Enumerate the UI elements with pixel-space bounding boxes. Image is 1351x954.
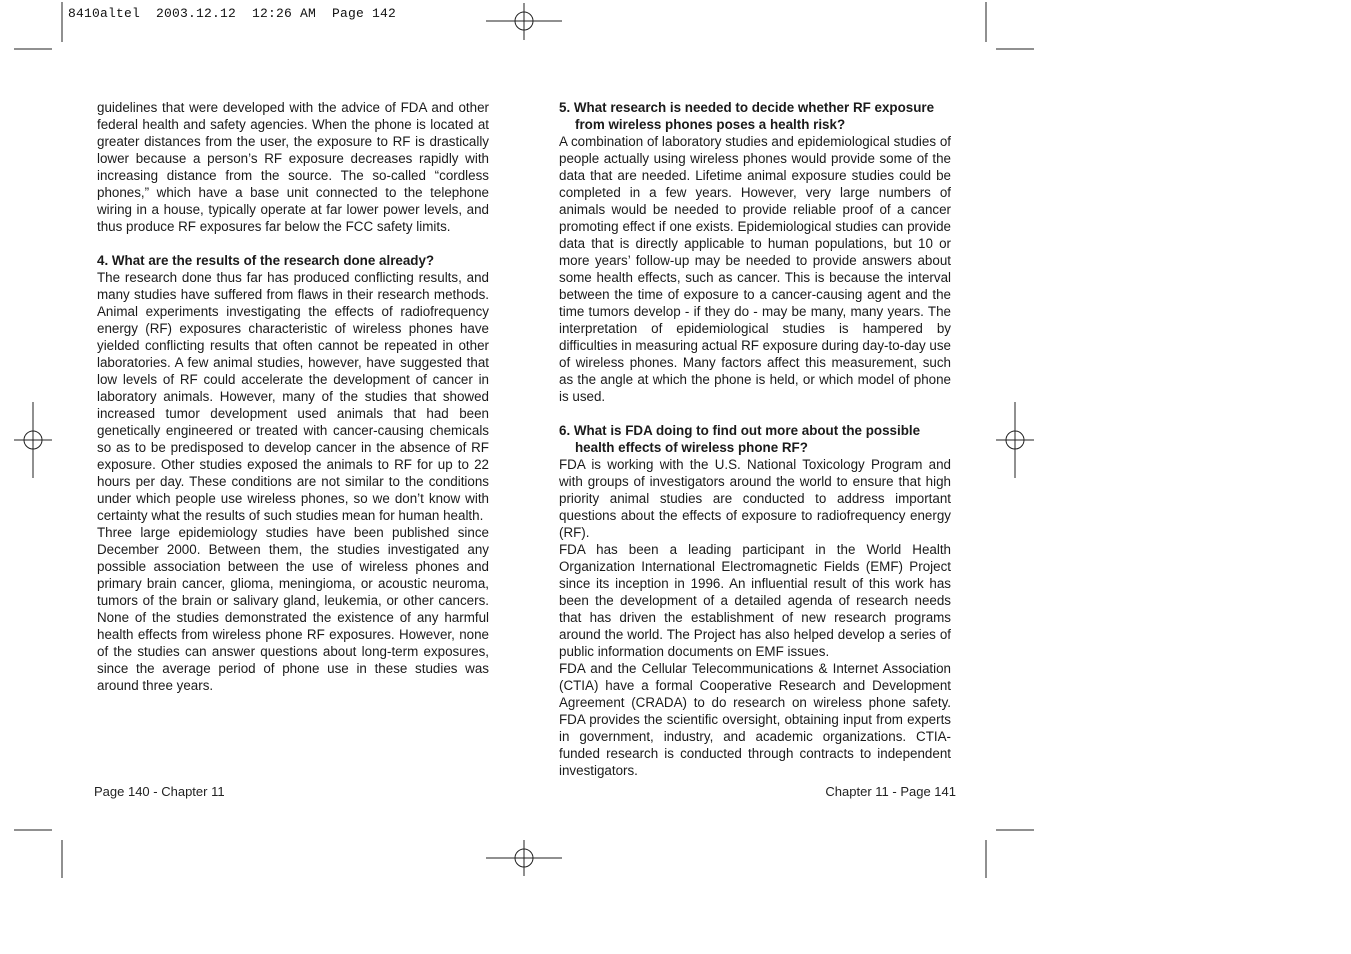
registration-mark-top <box>486 3 562 40</box>
left-page-column <box>97 99 489 694</box>
registration-mark-bottom <box>486 840 562 876</box>
registration-mark-left <box>14 402 52 478</box>
right-page-column <box>559 99 951 779</box>
intro-paragraph: guidelines that were developed with the advice of FDA and other federal health and safety agencies. When the phone is located at greater distances from the user, the exposure to RF is drastically lower because a person’s RF exposure decreases rapidly with increasing distance from the source. The so-called “cordless phones,” which have a base unit connected to the telephone wiring in a house, typically operate at far lower power levels, and thus produce RF exposures far below the FCC safety limits. <box>97 100 489 234</box>
question-4-paragraph-1: The research done thus far has produced conflicting results, and many studies have suffered from flaws in their research methods. Animal experiments investigating the effects of radiofrequency energy (RF) exposures characteristic of wireless phones have yielded conflicting results that often cannot be repeated in other laboratories. A few animal studies, however, have suggested that low levels of RF could accelerate the development of cancer in laboratory animals. However, many of the studies that showed increased tumor development used animals that had been genetically engineered or treated with cancer-causing chemicals so as to be predisposed to develop cancer in the absence of RF exposure. Other studies exposed the animals to RF for up to 22 hours per day. These conditions are not similar to the conditions under which people use wireless phones, so we don’t know with certainty what the results of such studies mean for human health. <box>97 270 489 523</box>
question-6-heading: 6. What is FDA doing to find out more about the possible health effects of wireless phone RF? <box>559 423 921 455</box>
question-6-paragraph-2: FDA has been a leading participant in the World Health Organization International Electromagnetic Fields (EMF) Project since its inception in 1996. An influential result of this work has been the development of a detailed agenda of research needs that has driven the establishment of new research programs around the world. The Project has also helped develop a series of public information documents on EMF issues. <box>559 542 951 659</box>
registration-mark-right <box>996 402 1034 478</box>
question-5-paragraph: A combination of laboratory studies and epidemiological studies of people actually using wireless phones would provide some of the data that are needed. Lifetime animal exposure studies could be completed in a few years. However, very large numbers of animals would be needed to provide reliable proof of a cancer promoting effect if one exists. Epidemiological studies can provide data that is directly applicable to human populations, but 10 or more years’ follow-up may be needed to provide answers about some health effects, such as cancer. This is because the interval between the time of exposure to a cancer-causing agent and the time tumors develop - if they do - may be many, many years. The interpretation of epidemiological studies is hampered by difficulties in measuring actual RF exposure during day-to-day use of wireless phones. Many factors affect this measurement, such as the angle at which the phone is held, or which model of phone is used. <box>559 134 952 404</box>
question-5-heading: 5. What research is needed to decide whether RF exposure from wireless phones poses a health risk? <box>559 100 935 132</box>
print-slug: 8410altel 2003.12.12 12:26 AM Page 142 <box>68 6 397 21</box>
left-page-footer: Page 140 - Chapter 11 <box>94 784 225 799</box>
question-4-heading: 4. What are the results of the research done already? <box>97 253 435 268</box>
question-6-paragraph-3: FDA and the Cellular Telecommunications & Internet Association (CTIA) have a formal Cooperative Research and Development Agreement (CRADA) to do research on wireless phone safety. FDA provides the scientific oversight, obtaining input from experts in government, industry, and academic organizations. CTIA-funded research is conducted through contracts to independent investigators. <box>559 661 951 778</box>
question-4-paragraph-2: Three large epidemiology studies have been published since December 2000. Between them, the studies investigated any possible association between the use of wireless phones and primary brain cancer, glioma, meningioma, or acoustic neuroma, tumors of the brain or salivary gland, leukemia, or other cancers. None of the studies demonstrated the existence of any harmful health effects from wireless phone RF exposures. However, none of the studies can answer questions about long-term exposures, since the average period of phone use in these studies was around three years. <box>97 525 489 693</box>
question-6-paragraph-1: FDA is working with the U.S. National Toxicology Program and with groups of investigators around the world to ensure that high priority animal studies are conducted to address important questions about the effects of exposure to radiofrequency energy (RF). <box>559 457 951 540</box>
right-page-footer: Chapter 11 - Page 141 <box>825 784 956 799</box>
